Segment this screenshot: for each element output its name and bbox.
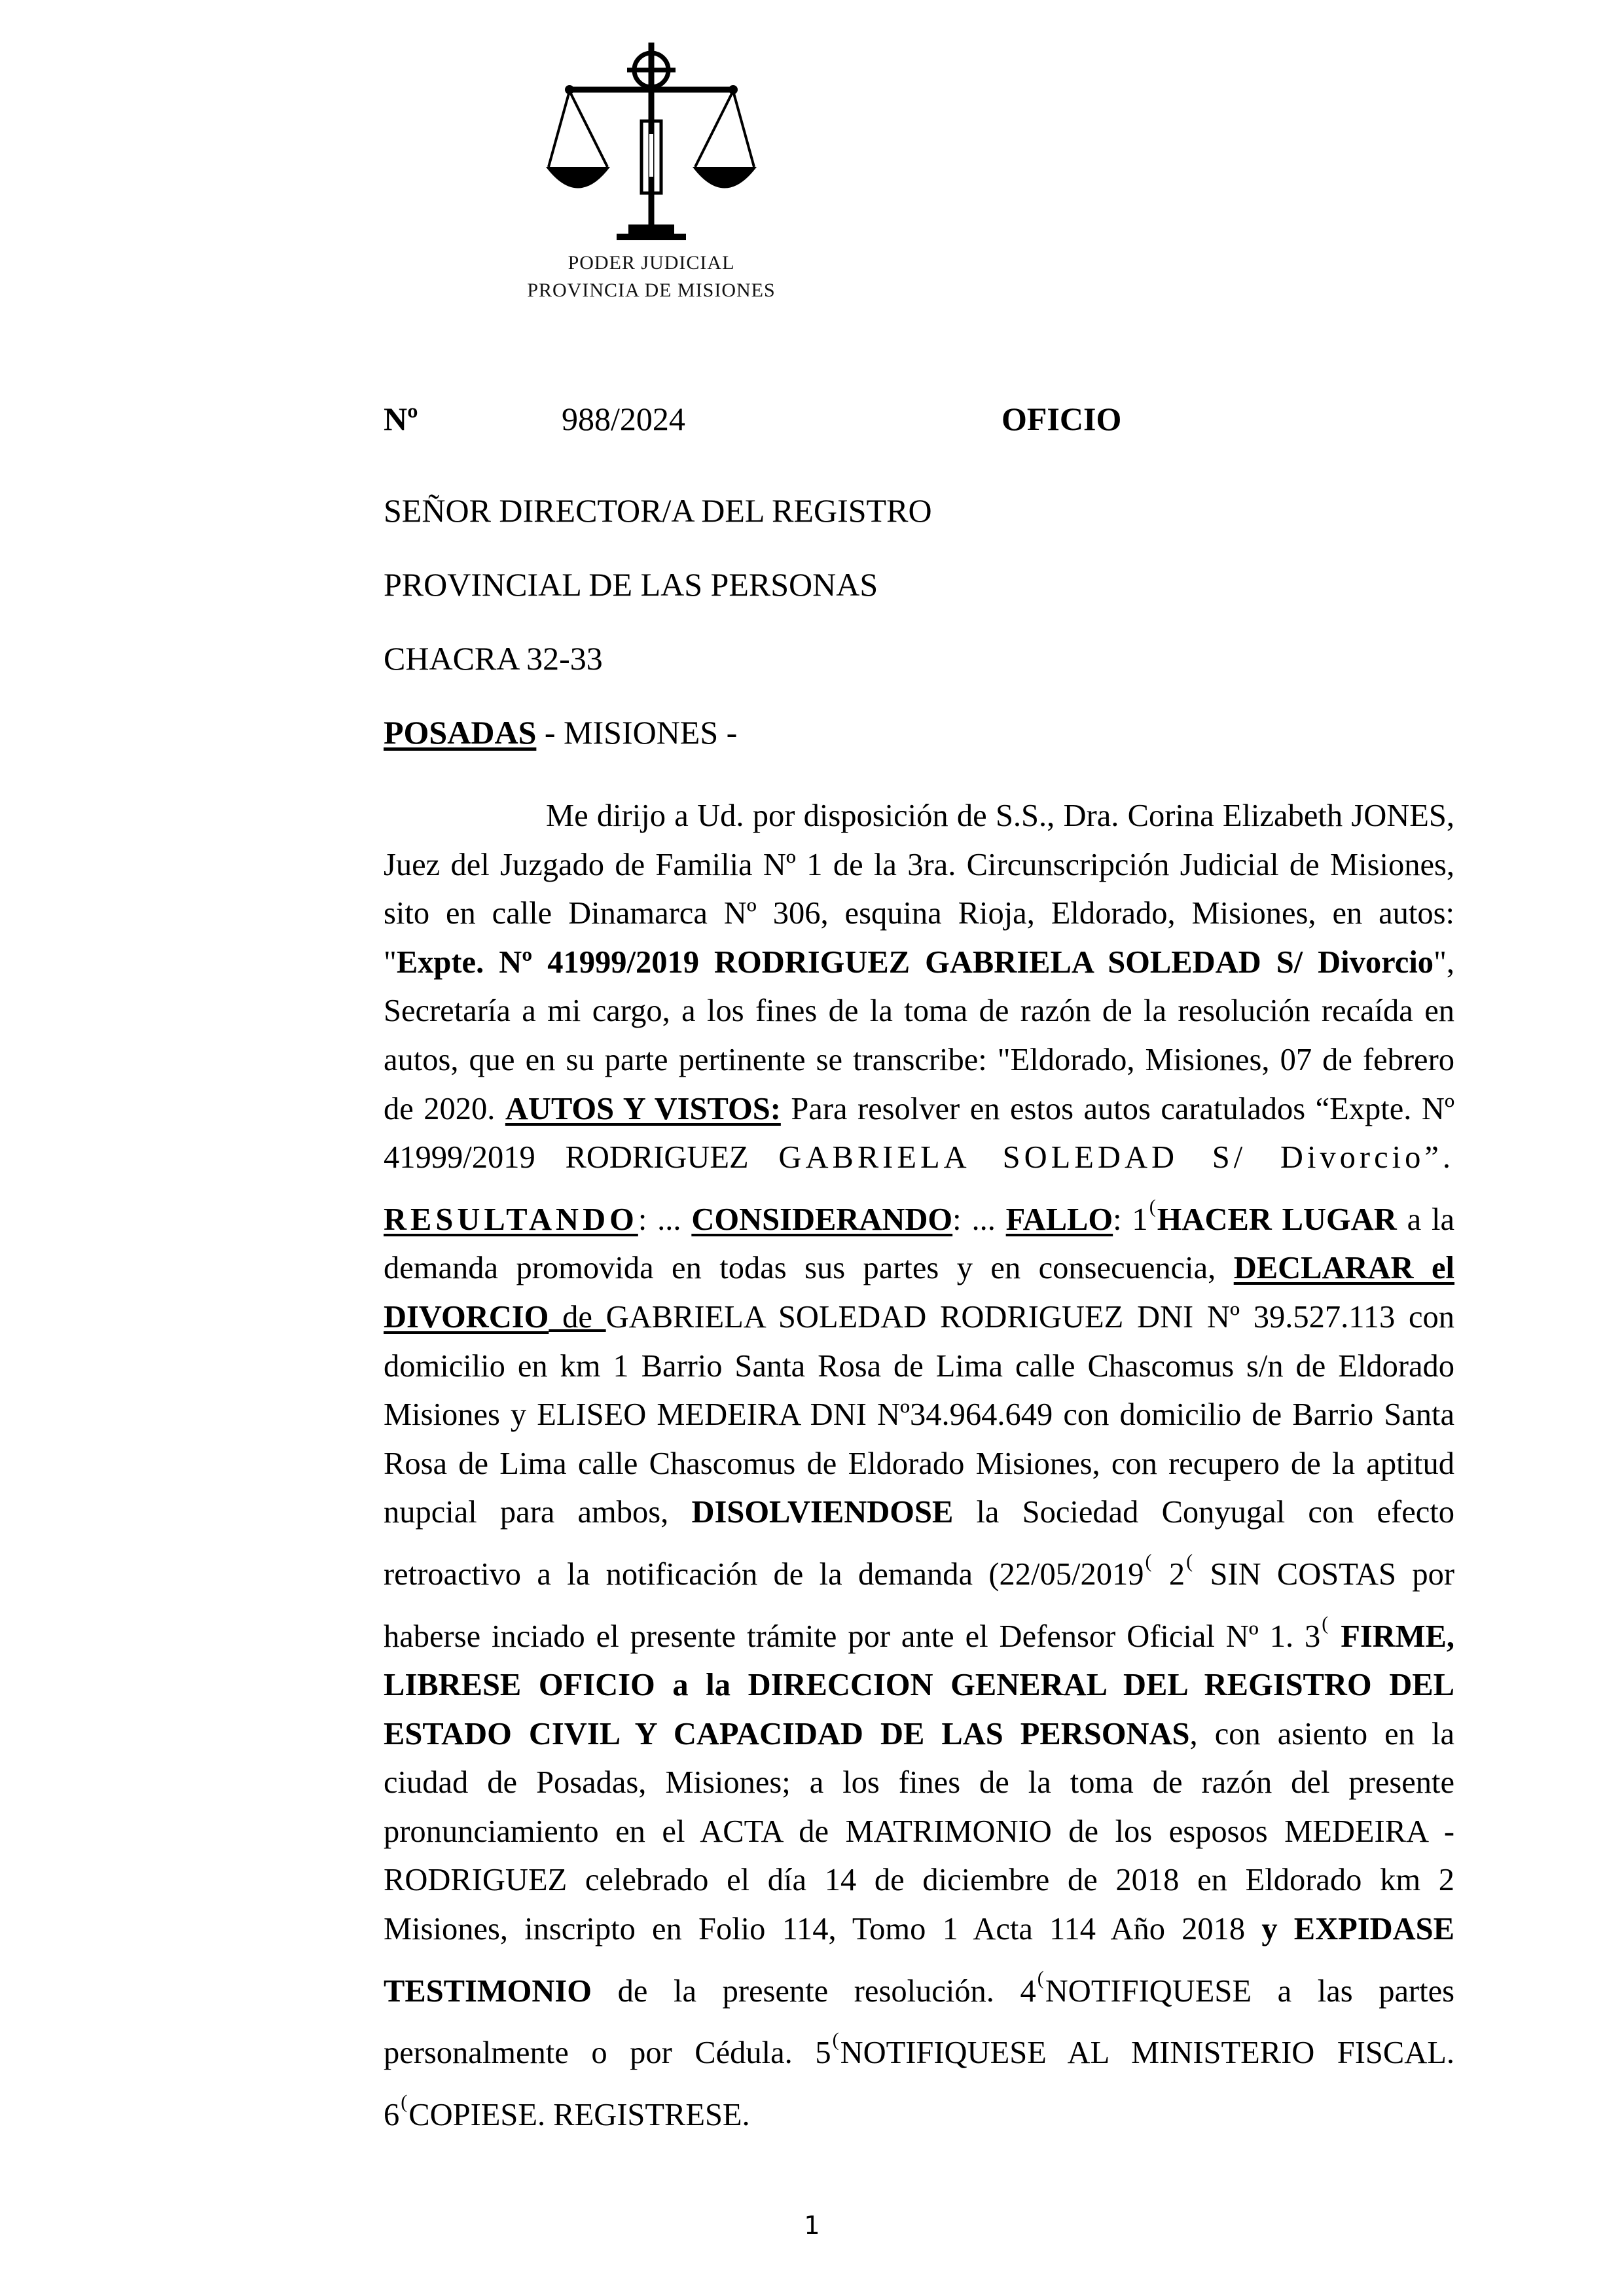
- case-file-reference: Expte. Nº 41999/2019 RODRIGUEZ GABRIELA SOLEDAD S/ Divorcio: [396, 944, 1434, 980]
- fallo-heading: FALLO: [1005, 1202, 1113, 1237]
- scales-of-justice-icon: [543, 36, 759, 245]
- body-text: a la demanda promovida en todas sus partes y en consecuencia,: [384, 1202, 1454, 1286]
- body-text: NOTIFIQUESE a las partes personalmente o por Cédula. 5: [384, 1973, 1455, 2071]
- body-text: Me dirijo a Ud. por disposición de S.S., Dra. Corina Elizabeth JONES, Juez del Juzgado de Familia Nº 1 de la 3ra. Circunscripción Judicial de Misiones, sito en calle Dinamarca Nº 306, esquina Rioja, Eldorado, Misiones, en autos: ": [384, 798, 1454, 980]
- resultando-heading: RESULTANDO: [384, 1202, 638, 1237]
- body-text: : ...: [638, 1202, 692, 1237]
- body-text: de la presente resolución. 4: [592, 1973, 1036, 2009]
- body-text: la Sociedad Conyugal con efecto retroactivo a la notificación de la demanda (22/05/2019: [384, 1495, 1454, 1592]
- body-text: : 1: [1113, 1202, 1148, 1237]
- address-city: [384, 713, 737, 752]
- letter-body: [384, 792, 1454, 2140]
- document-type: OFICIO: [1001, 401, 1122, 437]
- body-text: , con asiento en la ciudad de Posadas, Misiones; a los fines de la toma de razón del presente pronunciamiento en el ACTA de MATRIMONIO de los esposos MEDEIRA - RODRIGUEZ celebrado el día 14 de diciembre de 2018 en Eldorado km 2 Misiones, inscripto en Folio 114, Tomo 1 Acta 114 Año 2018: [384, 1716, 1455, 1947]
- address-line-3: CHACRA 32-33: [384, 640, 603, 677]
- mark-symbol: (: [1149, 1195, 1156, 1217]
- firme-librese-oficio-text: FIRME, LIBRESE OFICIO a la DIRECCION GENERAL DEL REGISTRO DEL ESTADO CIVIL Y CAPACIDAD DE LAS PERSONAS: [384, 1619, 1454, 1751]
- logo-text-province: PROVINCIA DE MISIONES: [527, 279, 776, 301]
- mark-symbol: (: [1037, 1967, 1044, 1989]
- autos-vistos-heading: AUTOS Y VISTOS:: [505, 1091, 781, 1126]
- body-text: ", Secretaría a mi cargo, a los fines de la toma de razón de la resolución recaída en autos, que en su parte pertinente se transcribe: "Eldorado, Misiones, 07 de febrero de 2020.: [384, 944, 1454, 1126]
- body-text: NOTIFIQUESE AL MINISTERIO FISCAL. 6: [384, 2036, 1454, 2132]
- considerando-heading: CONSIDERANDO: [691, 1202, 953, 1237]
- number-label: Nº: [384, 401, 418, 437]
- body-text: de: [549, 1299, 606, 1335]
- mark-symbol: (: [832, 2029, 839, 2051]
- mark-symbol: (: [1322, 1612, 1329, 1634]
- declarar-divorcio-text: DECLARAR el DIVORCIO: [384, 1251, 1455, 1335]
- disolviendose-text: DISOLVIENDOSE: [691, 1495, 954, 1530]
- province-name: - MISIONES -: [536, 714, 738, 751]
- judicial-logo: [497, 36, 805, 301]
- body-text: Para resolver en estos autos caratulados “Expte. Nº 41999/2019 RODRIGUEZ: [384, 1091, 1454, 1175]
- body-text: GABRIELA SOLEDAD RODRIGUEZ DNI Nº 39.527.113 con domicilio en km 1 Barrio Santa Rosa de Lima calle Chascomus s/n de Eldorado Misiones y ELISEO MEDEIRA DNI Nº34.964.649 con domicilio de Barrio Santa Rosa de Lima calle Chascomus de Eldorado Misiones, con recupero de la aptitud nupcial para ambos,: [384, 1299, 1454, 1530]
- address-line-1: SEÑOR DIRECTOR/A DEL REGISTRO: [384, 492, 932, 529]
- logo-text-institution: PODER JUDICIAL: [568, 252, 735, 274]
- body-text: 2: [1153, 1556, 1185, 1592]
- body-paragraph: [384, 792, 1454, 2140]
- mark-symbol: (: [1145, 1550, 1152, 1572]
- hacer-lugar-text: HACER LUGAR: [1157, 1202, 1397, 1237]
- number-value: 988/2024: [562, 401, 685, 437]
- page-number: 1: [804, 2211, 820, 2240]
- mark-symbol: (: [401, 2090, 408, 2113]
- expidase-testimonio-text: y EXPIDASE TESTIMONIO: [384, 1912, 1454, 2009]
- body-text: COPIESE. REGISTRESE.: [408, 2097, 750, 2132]
- body-text: GABRIELA SOLEDAD S/ Divorcio”.: [778, 1140, 1454, 1175]
- address-line-2: PROVINCIAL DE LAS PERSONAS: [384, 566, 878, 603]
- body-text: : ...: [952, 1202, 1006, 1237]
- body-text: SIN COSTAS por haberse inciado el presente trámite por ante el Defensor Oficial Nº 1. 3: [384, 1556, 1455, 1654]
- mark-symbol: (: [1186, 1550, 1193, 1572]
- city-name: POSADAS: [384, 714, 537, 751]
